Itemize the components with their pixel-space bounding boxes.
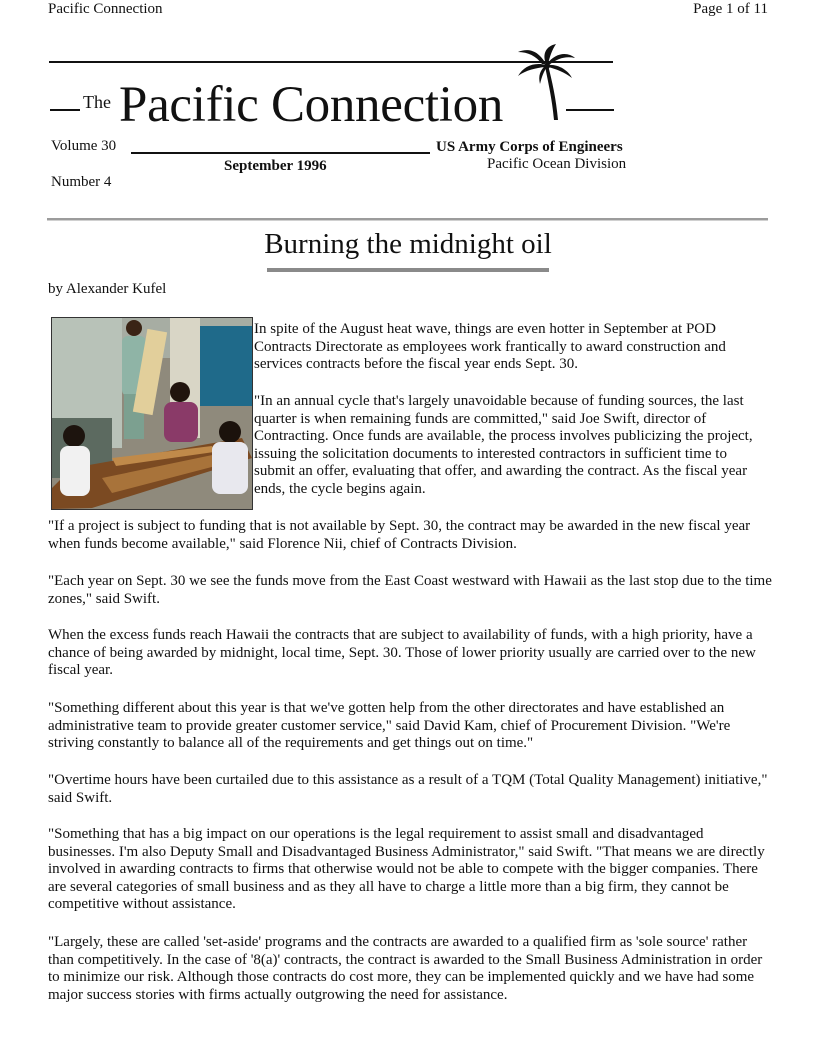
article-paragraph: "In an annual cycle that's largely unavoidable because of funding sources, the last quarter is when remaining funds are committed," said Joe Swift, director of Contracting. Once funds are available, the process involves publicizing the project, issuing the solicitation documents to interested contractors in sufficient time to submit an offer, evaluating that offer, and awarding the contract. As the fiscal year ends, the cycle begins again. [254,393,753,497]
volume-label: Volume 30 [51,138,117,154]
article-paragraph: "Overtime hours have been curtailed due to this assistance as a result of a TQM (Total Quality Management) initiative," said Swift. [48,772,768,806]
page-number: Page 1 of 11 [693,1,768,17]
article-paragraph: "Each year on Sept. 30 we see the funds move from the East Coast westward with Hawaii as the last stop due to the time zones," said Swift. [48,573,772,607]
masthead-the: The [83,92,111,112]
article-paragraph: When the excess funds reach Hawaii the contracts that are subject to availability of funds, with a high priority, have a chance of being awarded by midnight, local time, Sept. 30. Those of lower priority usually are carried over to the new fiscal year. [48,627,756,679]
masthead-title: Pacific Connection [119,77,504,133]
number-label: Number 4 [51,174,112,190]
article-paragraph: "Largely, these are called 'set-aside' programs and the contracts are awarded to a qualified firm as 'sole source' rather than competitively. In the case of '8(a)' contracts, the contract is awarded to the Small Business Administration in order to minimize our risk. Although those contracts do cost more, they can be implemented quickly and we have had some major success stories with firms actually outgrowing the need for assistance. [48,934,763,1003]
article-paragraph: "If a project is subject to funding that is not available by Sept. 30, the contract may be awarded in the new fiscal year when funds become available," said Florence Nii, chief of Contracts Division. [48,518,751,552]
division-name: Pacific Ocean Division [487,156,627,172]
date-rule [131,152,430,154]
section-divider [47,218,768,221]
headline-underline [267,268,549,272]
page-header-title: Pacific Connection [48,1,163,17]
issue-date: September 1996 [224,158,327,174]
masthead-left-rule [50,109,80,111]
organization-name: US Army Corps of Engineers [436,139,623,155]
palm-tree-icon [512,44,576,122]
staff-photo [51,317,253,510]
article-byline: by Alexander Kufel [48,281,167,297]
article-paragraph: "Something different about this year is that we've gotten help from the other directorates and have established an administrative team to provide greater customer service," said David Kam, chief of Procurement Division. "We're striving constantly to balance all of the requirements and get things out on time." [48,700,731,752]
article-headline: Burning the midnight oil [264,228,552,260]
article-paragraph: In spite of the August heat wave, things are even hotter in September at POD Contracts Directorate as employees work frantically to award construction and services contracts before the fiscal year ends Sept. 30. [254,321,726,373]
article-paragraph: "Something that has a big impact on our operations is the legal requirement to assist small and disadvantaged businesses. I'm also Deputy Small and Disadvantaged Business Administrator," said Swift. "That means we are directly involved in awarding contracts to firms that otherwise would not be able to compete with the bigger companies. There are several categories of small business and as they all have to charge a little more than a big firm, they cannot be competitive without assistance. [48,826,765,913]
